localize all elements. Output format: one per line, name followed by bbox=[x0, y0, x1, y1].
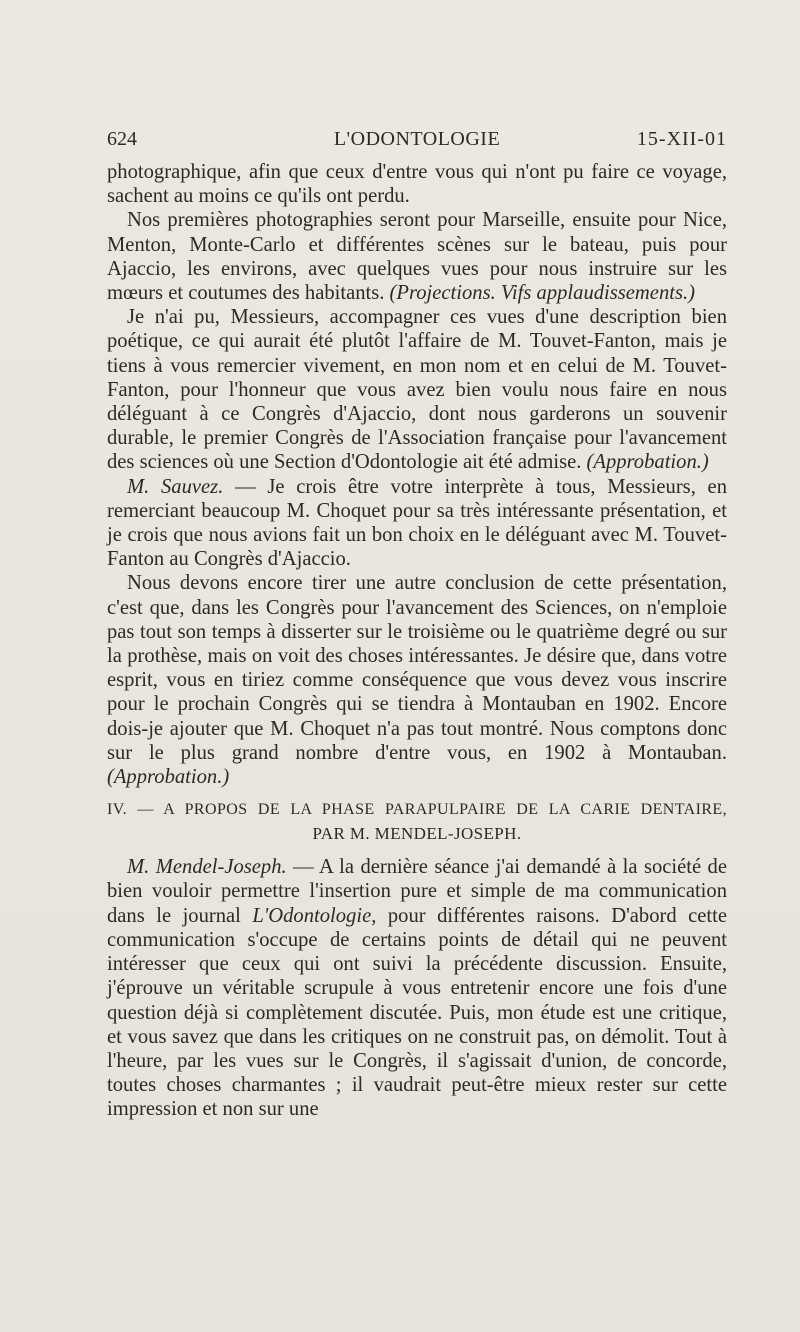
paragraph-text: Nous devons encore tirer une autre conclusion de cette présentation, c'est que, dans les Congrès pour l'avancement des Sciences, on n'emploie pas tout son temps à disserter sur le troisième ou le quatrième degré ou sur la prothèse, mais on voit des choses intéressantes. Je désire que, dans votre esprit, vous en tiriez comme conséquence que vous devez vous inscrire pour le prochain Congrès qui se tiendra à Montauban en 1902. Encore dois-je ajouter que M. Choquet n'a pas tout montré. Nous comptons donc sur le plus grand nombre d'entre vous, en 1902 à Montauban. bbox=[107, 572, 727, 764]
paragraph-continued: photographique, afin que ceux d'entre vous qui n'ont pu faire ce voyage, sachent au moins ce qu'ils ont perdu. bbox=[107, 161, 727, 208]
paragraph-mendel-joseph bbox=[107, 855, 727, 1121]
paragraph-thanks bbox=[107, 305, 727, 474]
paragraph-text: Nos premières photographies seront pour Marseille, ensuite pour Nice, Menton, Monte-Carlo et différentes scènes sur le bateau, puis pour Ajaccio, les environs, avec quelques vues pour nous instruire sur les mœurs et coutumes des habitants. bbox=[107, 209, 727, 305]
issue-date: 15-XII-01 bbox=[636, 128, 727, 150]
section-heading-author: PAR M. MENDEL-JOSEPH. bbox=[312, 824, 522, 844]
paragraph-conclusion bbox=[107, 571, 727, 789]
body-text bbox=[107, 160, 727, 1122]
section-heading-title: IV. — A PROPOS DE LA PHASE PARAPULPAIRE DE LA CARIE DENTAIRE, bbox=[107, 801, 727, 819]
running-head bbox=[107, 128, 727, 152]
page-number: 624 bbox=[107, 128, 137, 150]
paragraph-text: Je n'ai pu, Messieurs, accompagner ces vues d'une description bien poétique, ce qui aurait été plutôt l'affaire de M. Touvet-Fanton, mais je tiens à vous remercier vivement, en mon nom et en celui de M. Touvet-Fanton, pour l'honneur que vous avez bien voulu nous faire en nous déléguant à ce Congrès d'Ajaccio, dont nous garderons un souvenir durable, le premier Congrès de l'Association française pour l'avancement des sciences où une Section d'Odontologie ait été admise. bbox=[107, 306, 727, 474]
paragraph-text: — Je crois être votre interprète à tous, Messieurs, en remerciant beaucoup M. Choquet pour sa très intéressante présentation, et je crois que nous avions fait un bon choix en le déléguant avec M. Touvet-Fanton au Congrès d'Ajaccio. bbox=[107, 475, 727, 571]
paragraph-photographs bbox=[107, 208, 727, 305]
speaker-name: M. Mendel-Joseph. bbox=[127, 856, 287, 879]
stage-direction: (Approbation.) bbox=[107, 766, 230, 789]
journal-title: L'ODONTOLOGIE bbox=[333, 128, 501, 150]
stage-direction: (Projections. Vifs applaudissements.) bbox=[389, 282, 695, 305]
paragraph-text: , pour différentes raisons. D'abord cette communication s'occupe de certains points de détail qui ne peuvent intéresser que ceux qui ont suivi la précédente discussion. Ensuite, j'éprouve un véritable scrupule à vous entretenir encore une fois d'une question déjà si complètement discutée. Puis, mon étude est une critique, et vous savez que dans les critiques on ne construit pas, on démolit. Tout à l'heure, par les vues sur le Congrès, il s'agissait d'union, de concorde, toutes choses charmantes ; il vaudrait peut-être mieux rester sur cette impression et non sur une bbox=[107, 904, 728, 1121]
speaker-name: M. Sauvez. bbox=[127, 475, 224, 498]
journal-reference: L'Odontologie bbox=[252, 904, 372, 927]
stage-direction: (Approbation.) bbox=[586, 451, 709, 474]
paragraph-text: — A la dernière séance j'ai demandé à la société de bien vouloir permettre l'insertion pure et simple de ma communication dans le journal bbox=[107, 856, 727, 927]
paragraph-sauvez bbox=[107, 475, 727, 572]
section-heading bbox=[107, 798, 727, 846]
